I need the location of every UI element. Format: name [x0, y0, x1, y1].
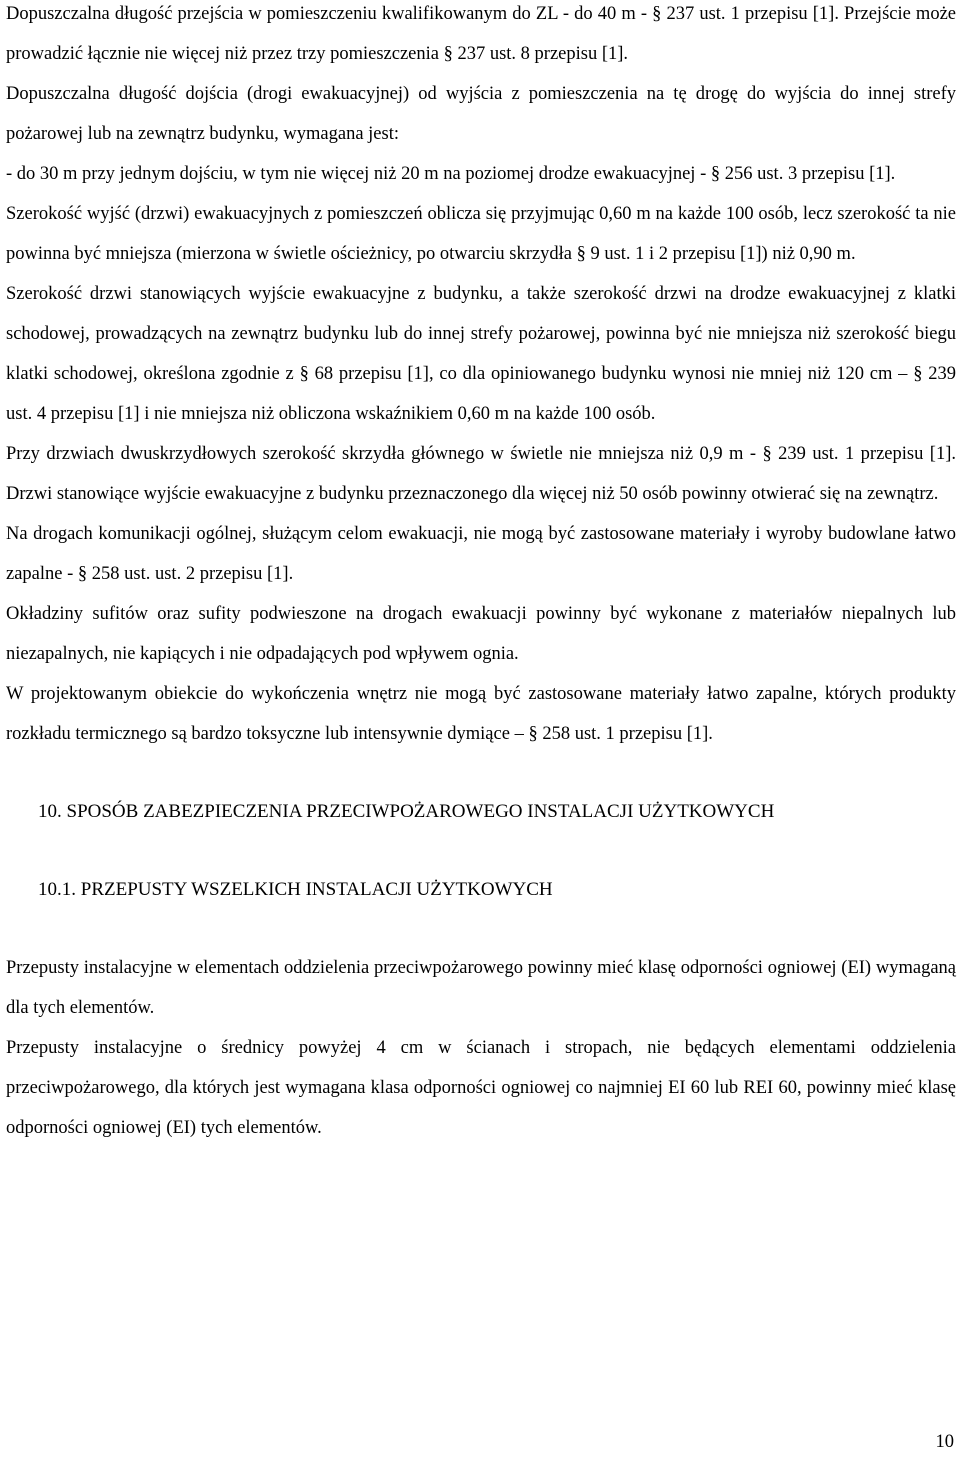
paragraph-passage-length: Dopuszczalna długość przejścia w pomieszczeniu kwalifikowanym do ZL - do 40 m - § 237 ust. 1 przepisu [1]. Przejście może prowadzić łącznie nie więcej niż przez trzy pomieszczenia § 237 ust. 8 przepisu [1].: [6, 4, 956, 64]
paragraph-interior-finishing: W projektowanym obiekcie do wykończenia wnętrz nie mogą być zastosowane materiały łatwo zapalne, których produkty rozkładu termicznego są bardzo toksyczne lub intensywnie dymiące – § 258 ust. 1 przepisu [1].: [6, 684, 956, 744]
paragraph-penetrations-diameter: Przepusty instalacyjne o średnicy powyżej 4 cm w ścianach i stropach, nie będących elementami oddzielenia przeciwpożarowego, dla których jest wymagana klasa odporności ogniowej co najmniej EI 60 lub REI 60, powinny mieć klasę odporności ogniowej (EI) tych elementów.: [6, 1038, 956, 1138]
page-number: 10: [935, 1432, 954, 1452]
paragraph-ceiling-linings: Okładziny sufitów oraz sufity podwieszone na drogach ewakuacji powinny być wykonane z materiałów niepalnych lub niezapalnych, nie kapiących i nie odpadających pod wpływem ognia.: [6, 604, 956, 664]
paragraph-access-limit: - do 30 m przy jednym dojściu, w tym nie więcej niż 20 m na poziomej drodze ewakuacyjnej - § 256 ust. 3 przepisu [1].: [6, 164, 896, 184]
paragraph-door-width: Szerokość drzwi stanowiących wyjście ewakuacyjne z budynku, a także szerokość drzwi na drodze ewakuacyjnej z klatki schodowej, prowadzących na zewnątrz budynku lub do innej strefy pożarowej, powinna być nie mniejsza niż szerokość biegu klatki schodowej, określona zgodnie z § 68 przepisu [1], co dla opiniowanego budynku wynosi nie mniej niż 120 cm – § 239 ust. 4 przepisu [1] i nie mniejsza niż obliczona wskaźnikiem 0,60 m na każde 100 osób.: [6, 284, 956, 424]
paragraph-penetrations-class: Przepusty instalacyjne w elementach oddzielenia przeciwpożarowego powinny mieć klasę odporności ogniowej (EI) wymaganą dla tych elementów.: [6, 958, 956, 1018]
document-page: [6, 0, 956, 1148]
paragraph-access-length: Dopuszczalna długość dojścia (drogi ewakuacyjnej) od wyjścia z pomieszczenia na tę drogę do wyjścia do innej strefy pożarowej lub na zewnątrz budynku, wymagana jest:: [6, 84, 956, 144]
paragraph-exit-width: Szerokość wyjść (drzwi) ewakuacyjnych z pomieszczeń oblicza się przyjmując 0,60 m na każde 100 osób, lecz szerokość ta nie powinna być mniejsza (mierzona w świetle ościeżnicy, po otwarciu skrzydła § 9 ust. 1 i 2 przepisu [1]) niż 0,90 m.: [6, 204, 956, 264]
section-heading: 10. SPOSÓB ZABEZPIECZENIA PRZECIWPOŻAROWEGO INSTALACJI UŻYTKOWYCH: [38, 801, 775, 822]
paragraph-double-doors: Przy drzwiach dwuskrzydłowych szerokość skrzydła głównego w świetle nie mniejsza niż 0,9 m - § 239 ust. 1 przepisu [1]. Drzwi stanowiące wyjście ewakuacyjne z budynku przeznaczonego dla więcej niż 50 osób powinny otwierać się na zewnątrz.: [6, 444, 956, 504]
subsection-heading: 10.1. PRZEPUSTY WSZELKICH INSTALACJI UŻYTKOWYCH: [38, 879, 553, 900]
paragraph-flammable-materials: Na drogach komunikacji ogólnej, służącym celom ewakuacji, nie mogą być zastosowane materiały i wyroby budowlane łatwo zapalne - § 258 ust. ust. 2 przepisu [1].: [6, 524, 956, 584]
